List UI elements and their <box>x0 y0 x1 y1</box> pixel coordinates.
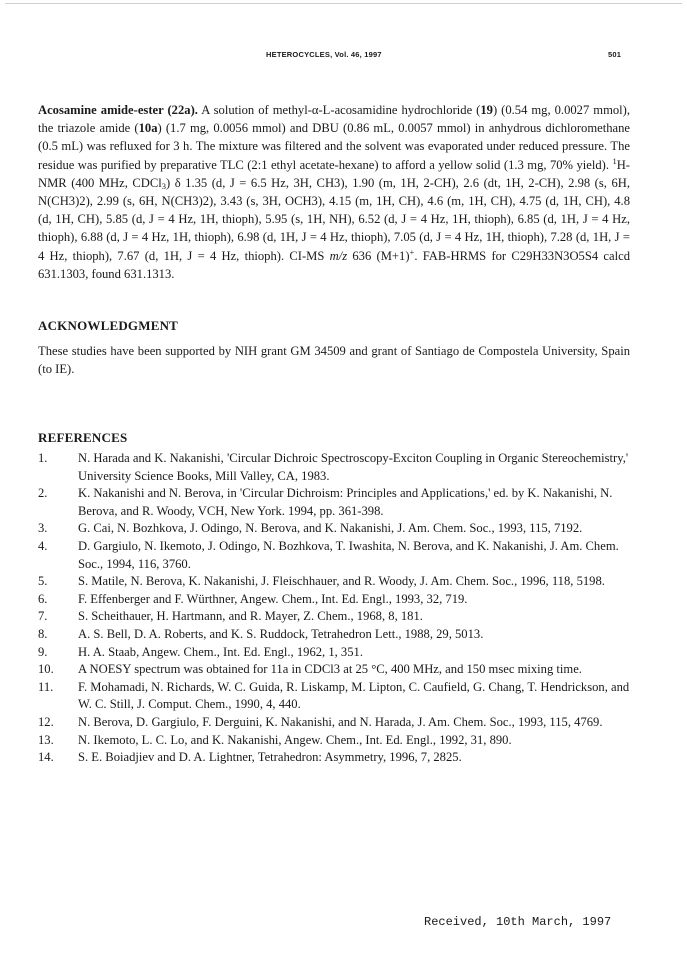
reference-item <box>38 520 636 538</box>
reference-text: K. Nakanishi and N. Berova, in 'Circular Dichroism: Principles and Applications,' ed. by K. Nakanishi, N. Berova, and R. Woody, VCH, New York. 1994, pp. 361-398. <box>78 486 613 518</box>
reference-item <box>38 608 636 626</box>
page-number: 501 <box>608 50 622 59</box>
acknowledgment-text: These studies have been supported by NIH grant GM 34509 and grant of Santiago de Compostela University, Spain (to IE). <box>38 344 630 377</box>
scan-edge-line <box>5 3 682 4</box>
reference-number: 5. <box>38 574 48 589</box>
molecular-formula: C29H33N3O5S4 <box>511 248 599 263</box>
reference-number: 13. <box>38 732 54 747</box>
reference-number: 7. <box>38 609 48 624</box>
reference-text: A NOESY spectrum was obtained for 11a in CDCl3 at 25 °C, 400 MHz, and 150 msec mixing time. <box>78 662 582 677</box>
reference-item <box>38 714 636 732</box>
reference-text: F. Mohamadi, N. Richards, W. C. Guida, R. Liskamp, M. Lipton, C. Caufield, G. Chang, T. Hendrickson, and W. C. Still, J. Comput. Chem., 1990, 4, 440. <box>78 679 630 712</box>
journal-citation: HETEROCYCLES, Vol. 46, 1997 <box>266 50 382 59</box>
reference-item <box>38 485 636 520</box>
reference-number: 1. <box>38 451 48 465</box>
reference-item <box>38 573 636 591</box>
reference-item <box>38 679 636 714</box>
reference-item <box>38 450 636 485</box>
references-heading: REFERENCES <box>38 430 128 445</box>
reference-item <box>38 644 636 662</box>
reference-text: F. Effenberger and F. Würthner, Angew. Chem., Int. Ed. Engl., 1993, 32, 719. <box>78 591 468 606</box>
reference-text: S. Matile, N. Berova, K. Nakanishi, J. Fleischhauer, and R. Woody, J. Am. Chem. Soc., 1996, 118, 5198. <box>78 574 605 589</box>
compound-ref-19: 19 <box>480 103 493 117</box>
acknowledgment-heading: ACKNOWLEDGMENT <box>38 318 179 333</box>
reference-text: G. Cai, N. Bozhkova, J. Odingo, N. Berova, and K. Nakanishi, J. Am. Chem. Soc., 1993, 115, 7192. <box>78 521 583 536</box>
reference-number: 11. <box>38 679 54 694</box>
reference-text: N. Ikemoto, L. C. Lo, and K. Nakanishi, Angew. Chem., Int. Ed. Engl., 1992, 31, 890. <box>78 732 512 747</box>
reference-number: 6. <box>38 591 48 606</box>
reference-number: 8. <box>38 626 48 641</box>
nmr-data: ) δ 1.35 (d, J = 6.5 Hz, 3H, CH3), 1.90 (m, 1H, 2-CH), 2.6 (dt, 1H, 2-CH), 2.98 (s, 6H, N(CH3)2), 2.99 (s, 6H, N(CH3)2), 3.43 (s, 3H, OCH3), 4.15 (m, 1H, CH), 4.6 (m, 1H, CH), 4.75 (d, 1H, CH), 4.8 (d, 1H, CH), 5.85 (d, J = 4 Hz, 1H, thioph), 5.95 (s, 1H, NH), 6.52 (d, J = 4 Hz, 1H, thioph), 6.85 (d, 1H, J = 4 Hz, thioph), 6.88 (d, J = 4 Hz, 1H, thioph), 6.98 (d, 1H, J = 4 Hz, thioph), 7.05 (d, J = 4 Hz, 1H, thioph), 7.28 (d, 1H, J = 4 Hz, thioph), 7.67 (d, 1H, J = 4 Hz, thioph). CI-MS <box>38 175 630 263</box>
experimental-paragraph: Acosamine amide-ester (22a). A solution of methyl-α-L-acosamidine hydrochloride (19) (0.54 mg, 0.0027 mmol), the triazole amide (10a) (1.7 mg, 0.0056 mmol) and DBU (0.86 mL, 0.0057 mmol) in anhydrous dichloromethane (0.5 mL) was refluxed for 3 h. The mixture was filtered and the solvent was evaporated under reduced pressure. The residue was purified by preparative TLC (2:1 ethyl acetate-hexane) to afford a yellow solid (1.3 mg, 70% yield). $^1$H-NMR (400 MHz, CDCl$_3$) δ 1.35 (d, J = 6.5 Hz, 3H, CH3), 1.90 (m, 1H, 2-CH), 2.6 (dt, 1H, 2-CH), 2.98 (s, 6H, N(CH3)2), 2.99 (s, 6H, N(CH3)2), 3.43 (s, 3H, OCH3), 4.15 (m, 1H, CH), 4.6 (m, 1H, CH), 4.75 (d, 1H, CH), 4.8 (d, 1H, CH), 5.85 (d, J = 4 Hz, 1H, thioph), 5.95 (s, 1H, NH), 6.52 (d, J = 4 Hz, 1H, thioph), 6.85 (d, 1H, J = 4 Hz, thioph), 6.88 (d, J = 4 Hz, 1H, thioph), 6.98 (d, 1H, J = 4 Hz, thioph), 7.05 (d, J = 4 Hz, 1H, thioph), 7.28 (d, 1H, J = 4 Hz, thioph), 7.67 (d, 1H, J = 4 Hz, thioph). CI-MS m/z 636 (M+1)+. FAB-HRMS for C29H33N3O5S4 calcd 631.1303, found 631.1313. <box>38 103 630 281</box>
reference-item <box>38 626 636 644</box>
reference-item <box>38 538 636 573</box>
reference-number: 3. <box>38 521 48 536</box>
reference-number: 14. <box>38 750 54 765</box>
reference-text: D. Gargiulo, N. Ikemoto, J. Odingo, N. Bozhkova, T. Iwashita, N. Berova, and K. Nakanishi, J. Am. Chem. Soc., 1994, 116, 3760. <box>78 538 619 571</box>
reference-text: S. Scheithauer, H. Hartmann, and R. Mayer, Z. Chem., 1968, 8, 181. <box>78 609 423 624</box>
reference-item <box>38 732 636 750</box>
reference-text: A. S. Bell, D. A. Roberts, and K. S. Ruddock, Tetrahedron Lett., 1988, 29, 5013. <box>78 626 484 641</box>
reference-text: N. Berova, D. Gargiulo, F. Derguini, K. Nakanishi, and N. Harada, J. Am. Chem. Soc., 1993, 115, 4769. <box>78 714 603 729</box>
reference-text: H. A. Staab, Angew. Chem., Int. Ed. Engl., 1962, 1, 351. <box>78 644 363 659</box>
reference-number: 4. <box>38 538 48 553</box>
reference-item <box>38 749 636 767</box>
reference-number: 9. <box>38 644 48 659</box>
reference-text: S. E. Boiadjiev and D. A. Lightner, Tetrahedron: Asymmetry, 1996, 7, 2825. <box>78 750 462 765</box>
compound-ref-10a: 10a <box>138 121 158 136</box>
reference-number: 2. <box>38 486 48 501</box>
reference-number: 12. <box>38 714 54 729</box>
reference-text: N. Harada and K. Nakanishi, 'Circular Dichroic Spectroscopy-Exciton Coupling in Organic Stereochemistry,' University Science Books, Mill Valley, CA, 1983. <box>78 451 629 483</box>
compound-title: Acosamine amide-ester (22a). <box>38 103 198 117</box>
received-date: Received, 10th March, 1997 <box>424 915 612 929</box>
reference-list <box>38 450 636 767</box>
reference-item <box>38 661 636 679</box>
reference-item <box>38 591 636 609</box>
reference-number: 10. <box>38 662 54 677</box>
